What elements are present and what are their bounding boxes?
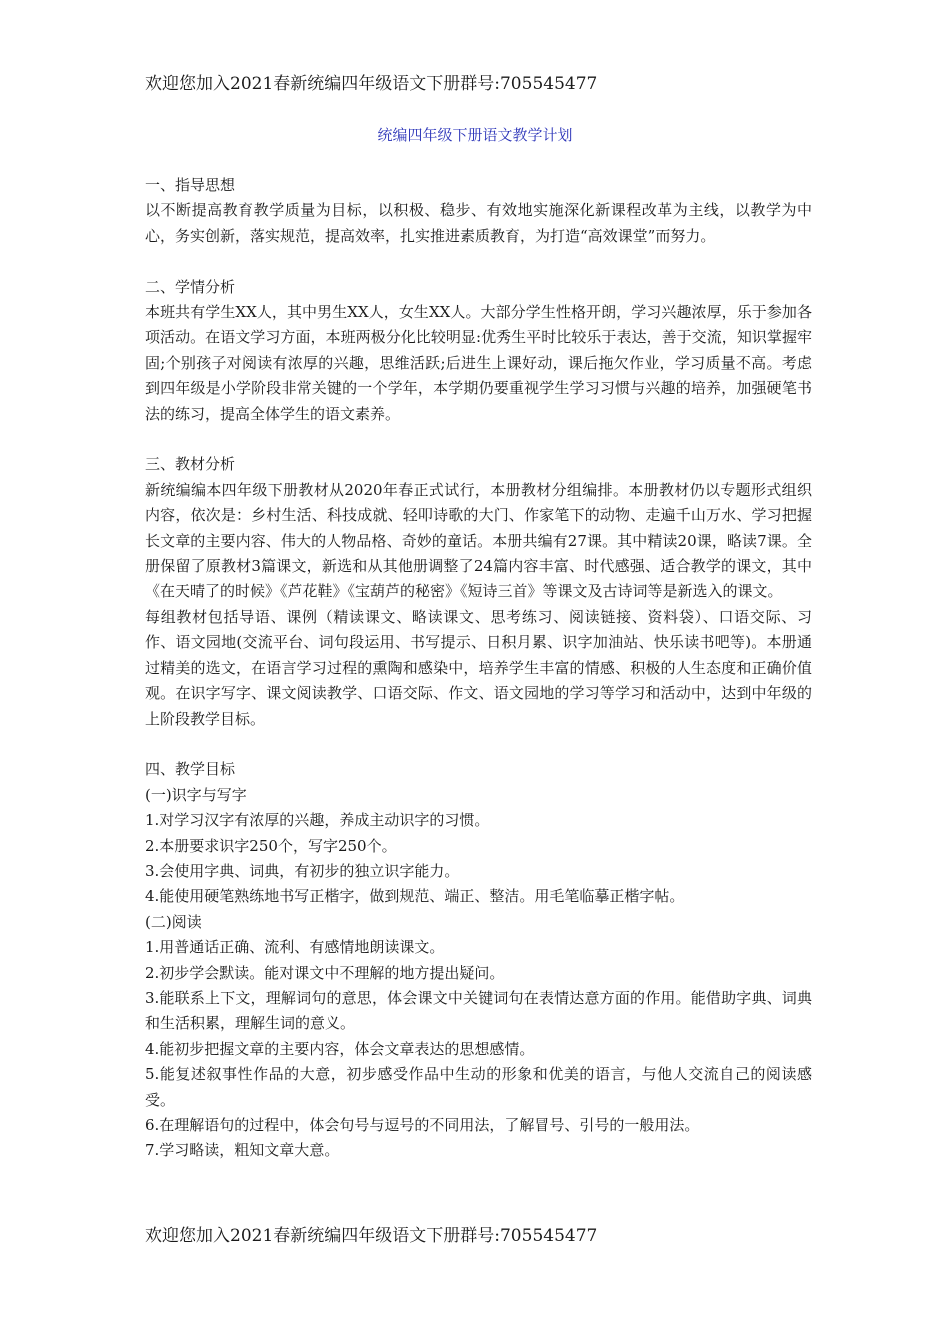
section-textbook-analysis: [145, 452, 812, 731]
section-heading: 二、学情分析: [145, 277, 236, 296]
subsection-heading: (一)识字与写字: [145, 785, 247, 804]
header-banner: 欢迎您加入2021春新统编四年级语文下册群号:705545477: [145, 74, 598, 94]
section-heading: 一、指导思想: [145, 176, 236, 194]
footer-banner: 欢迎您加入2021春新统编四年级语文下册群号:705545477: [145, 1226, 598, 1246]
list-item: 3.会使用字典、词典，有初步的独立识字能力。: [145, 861, 460, 880]
list-item: 4.能使用硬笔熟练地书写正楷字，做到规范、端正、整洁。用毛笔临摹正楷字帖。: [145, 887, 685, 906]
document-title: 统编四年级下册语文教学计划: [377, 126, 573, 144]
section-heading: 三、教材分析: [145, 455, 236, 474]
list-item: 1.用普通话正确、流利、有感情地朗读课文。: [145, 938, 445, 957]
list-item: 7.学习略读，粗知文章大意。: [145, 1141, 340, 1160]
list-item: 4.能初步把握文章的主要内容，体会文章表达的思想感情。: [145, 1039, 535, 1058]
section-guiding-ideology: [145, 173, 812, 249]
list-item: 3.能联系上下文，理解词句的意思，体会课文中关键词句在表情达意方面的作用。能借助字典、词典和生活积累，理解生词的意义。: [145, 988, 812, 1033]
paragraph: 新统编编本四年级下册教材从2020年春正式试行，本册教材分组编排。本册教材仍以专题形式组织内容，依次是：乡村生活、科技成就、轻叩诗歌的大门、作家笔下的动物、走遍千山万水、学习把握长文章的主要内容、伟大的人物品格、奇妙的童话。本册共编有27课。其中精读20课，略读7课。全册保留了原教材3篇课文，新选和从其他册调整了24篇内容丰富、时代感强、适合教学的课文，其中《在天晴了的时候》《芦花鞋》《宝葫芦的秘密》《短诗三首》等课文及古诗词等是新选入的课文。: [145, 480, 812, 601]
list-item: 1.对学习汉字有浓厚的兴趣，养成主动识字的习惯。: [145, 811, 490, 830]
subsection-heading: (二)阅读: [145, 912, 202, 931]
list-item: 2.初步学会默读。能对课文中不理解的地方提出疑问。: [145, 963, 505, 982]
section-heading: 四、教学目标: [145, 760, 236, 779]
section-student-analysis: [145, 275, 812, 427]
list-item: 2.本册要求识字250个，写字250个。: [145, 836, 397, 855]
list-item: 6.在理解语句的过程中，体会句号与逗号的不同用法，了解冒号、引号的一般用法。: [145, 1115, 700, 1134]
list-item: 5.能复述叙事性作品的大意，初步感受作品中生动的形象和优美的语言，与他人交流自己的阅读感受。: [145, 1065, 812, 1109]
paragraph: 本班共有学生XX人，其中男生XX人，女生XX人。大部分学生性格开朗，学习兴趣浓厚，乐于参加各项活动。在语文学习方面，本班两极分化比较明显:优秀生平时比较乐于表达，善于交流，知识掌握牢固;个别孩子对阅读有浓厚的兴趣，思维活跃;后进生上课好动，课后拖欠作业，学习质量不高。考虑到四年级是小学阶段非常关键的一个学年，本学期仍要重视学生学习习惯与兴趣的培养，加强硬笔书法的练习，提高全体学生的语文素养。: [145, 303, 812, 423]
paragraph: 以不断提高教育教学质量为目标，以积极、稳步、有效地实施深化新课程改革为主线，以教学为中心，务实创新，落实规范，提高效率，扎实推进素质教育，为打造“高效课堂”而努力。: [145, 201, 812, 245]
section-teaching-goals: [145, 757, 812, 1164]
paragraph: 每组教材包括导语、课例（精读课文、略读课文、思考练习、阅读链接、资料袋）、口语交际、习作、语文园地(交流平台、词句段运用、书写提示、日积月累、识字加油站、快乐读书吧等)。本册通过精美的选文，在语言学习过程的熏陶和感染中，培养学生丰富的情感、积极的人生态度和正确价值观。在识字写字、课文阅读教学、口语交际、作文、语文园地的学习等学习和活动中，达到中年级的上阶段教学目标。: [145, 607, 812, 728]
document-body: [145, 173, 812, 1164]
